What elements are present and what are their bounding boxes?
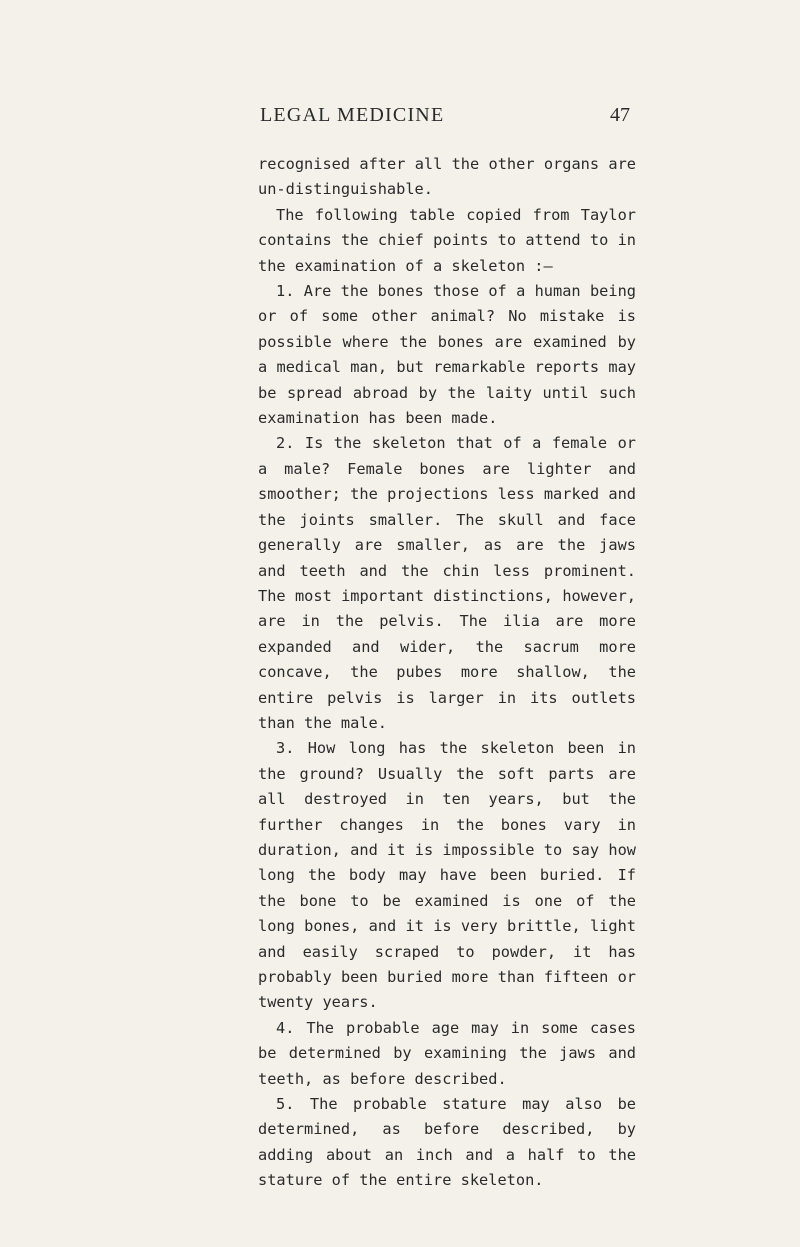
- paragraph-point-5: 5. The probable stature may also be determined, as before described, by adding about an inch and a half to the stature of the entire skeleton.: [258, 1095, 636, 1190]
- paragraph-point-4: 4. The probable age may in some cases be determined by examining the jaws and teeth, as before described.: [258, 1018, 636, 1088]
- running-title: LEGAL MEDICINE: [260, 104, 445, 126]
- paragraph-point-1: 1. Are the bones those of a human being or of some other animal? No mistake is possible where the bones are examined by a medical man, but remarkable reports may be spread abroad by the laity until such examination has been made.: [258, 282, 636, 428]
- paragraph-intro: The following table copied from Taylor contains the chief points to attend to in the examination of a skeleton :—: [258, 205, 636, 275]
- paragraph-point-3: 3. How long has the skeleton been in the ground? Usually the soft parts are all destroyed in ten years, but the further changes in the bones vary in duration, and it is impossible to say how long the body may have been buried. If the bone to be examined is one of the long bones, and it is very brittle, light and easily scraped to powder, it has probably been buried more than fifteen or twenty years.: [258, 739, 636, 1012]
- page-number: 47: [610, 104, 630, 126]
- running-head: [260, 104, 630, 134]
- body-text: [258, 152, 636, 1194]
- paragraph-continuation: recognised after all the other organs are un-distinguishable.: [258, 155, 636, 199]
- paragraph-point-2: 2. Is the skeleton that of a female or a male? Female bones are lighter and smoother; the projections less marked and the joints smaller. The skull and face generally are smaller, as are the jaws and teeth and the chin less prominent. The most important distinctions, however, are in the pelvis. The ilia are more expanded and wider, the sacrum more concave, the pubes more shallow, the entire pelvis is larger in its outlets than the male.: [258, 434, 636, 732]
